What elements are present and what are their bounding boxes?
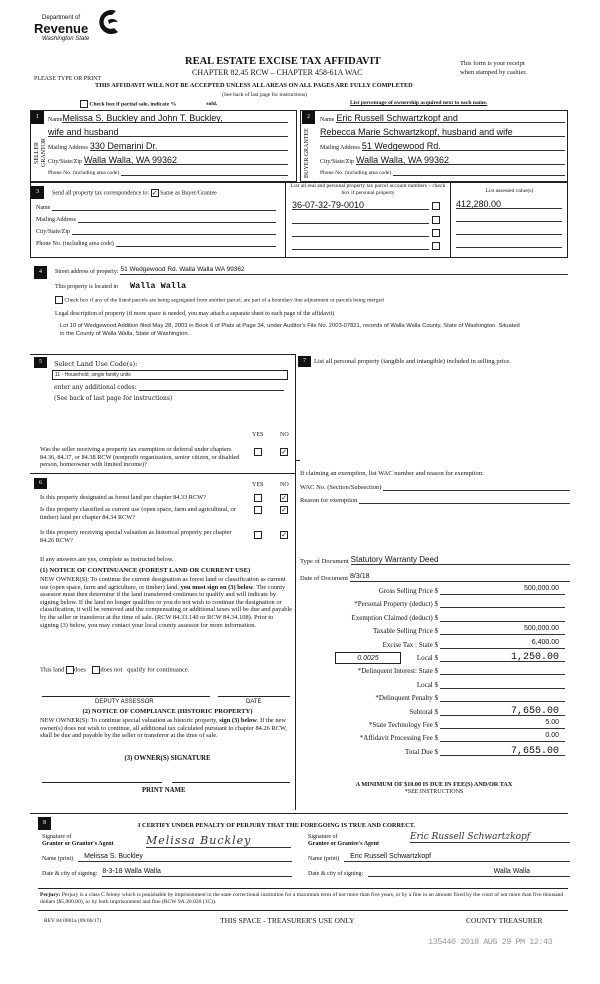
label: Date & city of signing: bbox=[308, 871, 364, 877]
divider bbox=[450, 182, 451, 258]
personal-property-checkbox[interactable] bbox=[432, 242, 440, 250]
legal-label: Legal description of property (if more space is needed, you may attach a separate sheet to each page of the affidavit) bbox=[55, 311, 335, 317]
located-in-value: Walla Walla bbox=[130, 281, 187, 291]
exemption-reason-field[interactable] bbox=[359, 497, 570, 504]
section-number-1: 1 bbox=[31, 111, 44, 124]
see-instructions: *SEE INSTRUCTIONS bbox=[404, 789, 464, 795]
label: City/State/Zip bbox=[48, 159, 82, 165]
seller-city-field[interactable]: Walla Walla, WA 99362 bbox=[84, 155, 288, 165]
buyer-side-label: BUYER GRANTEE bbox=[304, 128, 310, 178]
label: Check box if any of the listed parcels are being segregated from another parcel, are part of a boundary line adjustment or parcels being merged bbox=[64, 297, 384, 304]
label: City/State/Zip bbox=[36, 229, 70, 235]
text: you must sign on (3) below bbox=[180, 583, 254, 591]
financial-label: *Delinquent Interest: State $ bbox=[357, 667, 438, 676]
parcel-number-field[interactable]: 36-07-32-79-0010 bbox=[292, 200, 429, 210]
print-name-label: PRINT NAME bbox=[142, 787, 186, 794]
divider bbox=[30, 813, 568, 814]
no-header: NO bbox=[280, 482, 289, 488]
label: Send all property tax correspondence to: bbox=[52, 190, 150, 197]
q-current-use-yes[interactable] bbox=[254, 506, 262, 514]
q-forest-yes[interactable] bbox=[254, 494, 262, 502]
label: This property is located in bbox=[55, 284, 118, 290]
if-yes-note: If any answers are yes, complete as instructed below. bbox=[40, 556, 174, 563]
forest-question: Is this property designated as forest land per chapter 84.33 RCW? bbox=[40, 494, 206, 501]
document-date-field[interactable]: 8/3/18 bbox=[350, 572, 570, 582]
q-exemption-no[interactable]: ✓ bbox=[281, 448, 287, 456]
financial-line bbox=[320, 625, 565, 635]
label: Same as Buyer/Grantee bbox=[160, 190, 217, 197]
document-type-field[interactable]: Statutory Warranty Deed bbox=[351, 555, 570, 565]
label: Mailing Address bbox=[320, 145, 360, 151]
label: does not bbox=[100, 666, 123, 674]
segregate-checkbox[interactable] bbox=[55, 296, 63, 304]
wac-number-field[interactable] bbox=[383, 484, 570, 491]
send-correspondence bbox=[52, 189, 217, 197]
label: Mailing Address bbox=[48, 145, 88, 151]
grantor-print-name-field[interactable]: Melissa S. Buckley bbox=[78, 852, 292, 862]
additional-codes-field[interactable] bbox=[139, 384, 284, 391]
financial-line bbox=[320, 679, 565, 689]
financial-line bbox=[320, 732, 565, 742]
owner-signature-line[interactable] bbox=[42, 782, 162, 783]
form-revision: REV 84 0001a (09/06/17) bbox=[44, 918, 102, 924]
county-treasurer: COUNTY TREASURER bbox=[466, 916, 543, 925]
label: Grantor or Grantor's Agent bbox=[42, 841, 114, 847]
text: . The county assessor must then determine if the land transferred continues to qualify and will indicate by signing below. If the land no longer qualifies or you do not wish to continue the designation or classification, it will be removed and the compensating or additional taxes will be due and payable by the seller or transferor at the time of sale. (RCW 84.33.140 or RCW 84.34.108). Prior to signing (3) below, you may contact your local county assessor for more information. bbox=[40, 583, 292, 629]
divider bbox=[38, 888, 568, 889]
grantee-signature[interactable]: Eric Russell Schwartzkopf bbox=[410, 832, 570, 843]
seller-side-label: SELLER GRANTOR bbox=[34, 138, 47, 168]
treasurer-space: THIS SPACE - TREASURER'S USE ONLY bbox=[220, 916, 355, 925]
dor-logo bbox=[34, 8, 124, 48]
yes-header: YES bbox=[252, 432, 264, 438]
notice-continuance-text bbox=[40, 576, 292, 629]
text: Perjury is a class C felony which is punishable by imprisonment in the state correctional institution for a maximum term of not more than five years, or by a fine in an amount fixed by the court of not more than five thousand dollars ($5,000.00), or by both imprisonment and fine (RCW 9A.20.020 (1C)). bbox=[40, 892, 564, 905]
grantee-print-name-field[interactable]: Eric Russell Schwartzkopf bbox=[344, 852, 570, 862]
financial-line bbox=[320, 585, 565, 595]
financial-line bbox=[320, 639, 565, 649]
receipt-stamp: 135440 2018 AUG 29 PM 12:43 bbox=[428, 937, 553, 947]
corr-address-field[interactable] bbox=[78, 216, 276, 223]
financial-label: *Personal Property (deduct) $ bbox=[354, 600, 438, 609]
financial-value-field[interactable]: 5.00 bbox=[440, 719, 565, 729]
section-number-7: 7 bbox=[298, 356, 311, 367]
exemption-question: Was the seller receiving a property tax exemption or deferral under chapters 84.36, 84.37, or 84.38 RCW (nonprofit organization, senior citizen, or disabled person, homeowner with limited income)? bbox=[40, 446, 240, 469]
divider bbox=[285, 182, 286, 258]
dept-of-text: Department of bbox=[42, 15, 81, 21]
financial-value-field[interactable]: 0.00 bbox=[440, 732, 565, 742]
financial-line bbox=[320, 665, 565, 675]
segregate-row bbox=[55, 296, 384, 304]
financial-value-field[interactable]: 500,000.00 bbox=[440, 585, 565, 595]
buyer-city-field[interactable]: Walla Walla, WA 99362 bbox=[356, 155, 565, 165]
owner-signature-title: (3) OWNER(S) SIGNATURE bbox=[124, 755, 211, 762]
select-land-use: Select Land Use Code(s): bbox=[54, 360, 138, 368]
street-address-field[interactable]: 51 Wedgewood Rd. Walla Walla WA 99362 bbox=[120, 265, 568, 275]
form-title: REAL ESTATE EXCISE TAX AFFIDAVIT bbox=[185, 56, 381, 67]
label: Date of Document bbox=[300, 575, 349, 582]
financial-label: *Delinquent Penalty $ bbox=[375, 694, 438, 703]
label: Perjury: bbox=[40, 892, 61, 898]
financial-line bbox=[320, 719, 565, 729]
seller-phone-field[interactable] bbox=[121, 168, 288, 176]
form-chapter: CHAPTER 82.45 RCW – CHAPTER 458-61A WAC bbox=[192, 68, 363, 77]
affidavit-warning: THIS AFFIDAVIT WILL NOT BE ACCEPTED UNLESS ALL AREAS ON ALL PAGES ARE FULLY COMPLETED bbox=[95, 82, 413, 89]
section-number-3: 3 bbox=[31, 186, 44, 199]
grantor-signature[interactable]: Melissa Buckley bbox=[146, 834, 291, 848]
label: Grantee or Grantee's Agent bbox=[308, 841, 380, 847]
receipt-note-2: when stamped by cashier. bbox=[460, 69, 527, 76]
label: qualify for continuance. bbox=[127, 666, 190, 674]
seller-name-field-2[interactable]: wife and husband bbox=[48, 127, 288, 137]
owner-signature-line[interactable] bbox=[172, 782, 290, 783]
label: Name (print) bbox=[42, 856, 74, 862]
label: Name bbox=[320, 117, 335, 123]
assessed-value-field[interactable] bbox=[456, 238, 562, 248]
q-exemption-yes[interactable] bbox=[254, 448, 262, 456]
land-use-code-field[interactable]: 11 - Household, single family units bbox=[52, 370, 288, 380]
personal-property-checkbox[interactable] bbox=[432, 229, 440, 237]
section-number-8: 8 bbox=[38, 817, 51, 830]
financial-label: Local $ bbox=[416, 654, 438, 662]
deputy-signature-line[interactable] bbox=[42, 696, 210, 697]
logo-swirl-icon bbox=[96, 8, 122, 36]
label: Type of Document bbox=[300, 558, 349, 565]
label: Name bbox=[48, 117, 63, 123]
assessed-value-field[interactable] bbox=[456, 212, 562, 222]
seller-name-row bbox=[48, 113, 288, 123]
section-number-6: 6 bbox=[34, 478, 47, 489]
buyer-phone-field[interactable] bbox=[393, 168, 565, 176]
personal-property-checkbox[interactable] bbox=[432, 216, 440, 224]
local-rate-box[interactable]: 0.0025 bbox=[335, 652, 401, 664]
financial-label: Exemption Claimed (deduct) $ bbox=[351, 613, 438, 622]
financial-line bbox=[320, 612, 565, 622]
financial-label: Excise Tax : State $ bbox=[382, 640, 438, 649]
notice-compliance-title: (2) NOTICE OF COMPLIANCE (HISTORIC PROPERTY) bbox=[82, 708, 253, 715]
financial-value-field[interactable]: 7,650.00 bbox=[440, 706, 565, 716]
assessed-header: List assessed value(s) bbox=[485, 188, 534, 194]
label: Reason for exemption bbox=[300, 497, 358, 504]
parcel-number-field[interactable] bbox=[292, 240, 429, 250]
seller-address-field[interactable]: 330 Demarini Dr. bbox=[90, 141, 288, 151]
please-type: PLEASE TYPE OR PRINT bbox=[34, 76, 102, 82]
does-checkbox[interactable] bbox=[66, 666, 74, 674]
receipt-note-1: This form is your receipt bbox=[460, 60, 525, 67]
label: This land bbox=[40, 666, 65, 674]
financial-value-field[interactable] bbox=[440, 665, 565, 675]
corr-phone-field[interactable] bbox=[116, 240, 276, 247]
grantee-date-city-field[interactable]: Walla Walla bbox=[368, 867, 570, 877]
yes-header: YES bbox=[252, 482, 264, 488]
section-number-4: 4 bbox=[34, 266, 47, 279]
minimum-due-note: A MINIMUM OF $10.00 IS DUE IN FEE(S) AND/OR TAX bbox=[355, 781, 513, 788]
seller-name-field[interactable]: Melissa S. Buckley and John T. Buckley, bbox=[62, 113, 288, 123]
label: Phone No. (including area code) bbox=[36, 241, 114, 247]
personal-property-checkbox[interactable] bbox=[432, 202, 440, 210]
label: Date & city of signing: bbox=[42, 871, 98, 877]
section-number-5: 5 bbox=[34, 357, 47, 368]
financial-value-field[interactable]: 1,250.00 bbox=[440, 652, 565, 662]
label: Signature of bbox=[42, 834, 72, 840]
label: City/State/Zip bbox=[320, 159, 354, 165]
same-as-buyer-checkbox[interactable]: ✓ bbox=[151, 189, 158, 197]
no-header: NO bbox=[280, 432, 289, 438]
corr-name-field[interactable] bbox=[52, 204, 276, 211]
financial-value-field[interactable]: 6,400.00 bbox=[440, 639, 565, 649]
continuance-qualify bbox=[40, 666, 189, 674]
financial-value-field[interactable] bbox=[440, 679, 565, 689]
label: WAC No. (Section/Subsection) bbox=[300, 484, 382, 491]
financial-line bbox=[320, 746, 565, 756]
buyer-name-field[interactable]: Eric Russell Schwartzkopf and bbox=[336, 113, 565, 123]
financial-line bbox=[320, 598, 565, 608]
financial-label: Local $ bbox=[416, 680, 438, 689]
label: Phone No. (including area code) bbox=[320, 170, 392, 176]
deputy-assessor-label: DEPUTY ASSESSOR bbox=[95, 699, 154, 705]
label: Mailing Address bbox=[36, 217, 76, 223]
q-forest-no[interactable]: ✓ bbox=[281, 494, 287, 502]
financial-line bbox=[320, 692, 565, 702]
historic-question: Is this property receiving special valuation as historical property per chapter 84.26 RCW? bbox=[40, 529, 232, 544]
grantor-sig-label bbox=[42, 834, 114, 848]
text: NEW OWNER(S): To continue the current designation as forest land or classification as current use (open space, farm and agriculture, or timber) land, bbox=[40, 576, 286, 591]
financial-value-field[interactable] bbox=[440, 612, 565, 622]
label: Signature of bbox=[308, 834, 338, 840]
percentage-note: List percentage of ownership acquired next to each name. bbox=[350, 100, 488, 106]
corr-city-field[interactable] bbox=[72, 228, 276, 235]
buyer-address-field[interactable]: 51 Wedgewood Rd. bbox=[362, 141, 565, 151]
date-line[interactable] bbox=[218, 696, 290, 697]
label: Name bbox=[36, 205, 51, 211]
financial-label: Taxable Selling Price $ bbox=[372, 627, 438, 636]
financial-value-field[interactable] bbox=[440, 598, 565, 608]
divider bbox=[296, 460, 300, 461]
grantee-sig-label bbox=[308, 834, 379, 848]
legal-description: Lot 10 of Wedgewood Addition filed May 28, 2003 in Book 6 of Plats at Page 34, under Auditor's File No. 2003-07821, records of Walla Walla County, State of Washington. Situated in the County of Walla Walla, State of Washington. bbox=[60, 323, 520, 337]
label: Name (print) bbox=[308, 856, 340, 862]
label: does bbox=[74, 666, 86, 674]
text: . If the new owner(s) does not wish to continue, all additional tax calculated pursuant to chapter 84.26 RCW, shall be due and payable by the seller or transferor at the time of sale. bbox=[40, 717, 287, 740]
sold-label: sold. bbox=[206, 101, 218, 108]
label: enter any additional codes: bbox=[54, 384, 137, 391]
personal-property-label: List all personal property (tangible and intangible) included in selling price. bbox=[314, 358, 511, 365]
parcel-number-field[interactable] bbox=[292, 227, 429, 237]
partial-sale-checkbox[interactable] bbox=[80, 100, 88, 108]
partial-sale bbox=[80, 100, 217, 108]
see-back-5: (See back of last page for instructions) bbox=[54, 395, 173, 402]
financial-label: Gross Selling Price $ bbox=[378, 587, 438, 595]
notice-continuance-title: (1) NOTICE OF CONTINUANCE (FOREST LAND OR CURRENT USE) bbox=[40, 567, 251, 574]
parcel-header: List all real and personal property tax parcel account numbers – check box if personal property bbox=[290, 183, 446, 196]
buyer-name-field-2[interactable]: Rebecca Marie Schwartzkopf, husband and wife bbox=[320, 127, 565, 137]
financial-label: *Affidavit Processing Fee $ bbox=[359, 734, 438, 743]
q-current-use-no[interactable]: ✓ bbox=[281, 506, 287, 514]
assessed-value-field[interactable]: 412,280.00 bbox=[456, 199, 562, 209]
financial-value-field[interactable]: 7,655.00 bbox=[440, 746, 565, 756]
notice-compliance-text bbox=[40, 717, 295, 740]
perjury-notice bbox=[40, 892, 570, 906]
q-historic-no[interactable]: ✓ bbox=[281, 531, 287, 539]
financial-value-field[interactable]: 500,000.00 bbox=[440, 625, 565, 635]
parcel-number-field[interactable] bbox=[292, 214, 429, 224]
q-historic-yes[interactable] bbox=[254, 531, 262, 539]
section-number-2: 2 bbox=[302, 111, 315, 124]
located-in bbox=[55, 281, 186, 291]
financial-label: *State Technology Fee $ bbox=[368, 721, 438, 729]
financial-line bbox=[320, 706, 565, 716]
divider bbox=[30, 473, 296, 474]
assessed-value-field[interactable] bbox=[456, 225, 562, 235]
label: Street address of property: bbox=[55, 269, 119, 275]
financial-label: Subtotal $ bbox=[409, 707, 438, 716]
text: NEW OWNER(S): To continue special valuation as historic property, bbox=[40, 717, 218, 724]
revenue-text: Revenue bbox=[34, 21, 89, 36]
partial-sale-label: Check box if partial sale, indicate % bbox=[89, 101, 177, 108]
financial-value-field[interactable] bbox=[440, 692, 565, 702]
state-text: Washington State bbox=[42, 36, 90, 42]
exemption-label: If claiming an exemption, list WAC number and reason for exemption: bbox=[300, 470, 484, 477]
label: Phone No. (including area code) bbox=[48, 170, 120, 176]
grantor-date-city-field[interactable]: 8-3-18 Walla Walla bbox=[102, 867, 292, 877]
financial-label: Total Due $ bbox=[405, 747, 438, 756]
see-back: (See back of last page for instructions) bbox=[222, 92, 307, 98]
certify-statement: I CERTIFY UNDER PENALTY OF PERJURY THAT THE FOREGOING IS TRUE AND CORRECT. bbox=[138, 822, 416, 829]
current-use-question: Is this property classified as current use (open space, farm and agricultural, or timber) land per chapter 84.34 RCW? bbox=[40, 506, 236, 521]
text: sign (3) below bbox=[219, 717, 257, 724]
divider bbox=[38, 910, 568, 911]
date-label: DATE bbox=[246, 699, 262, 705]
